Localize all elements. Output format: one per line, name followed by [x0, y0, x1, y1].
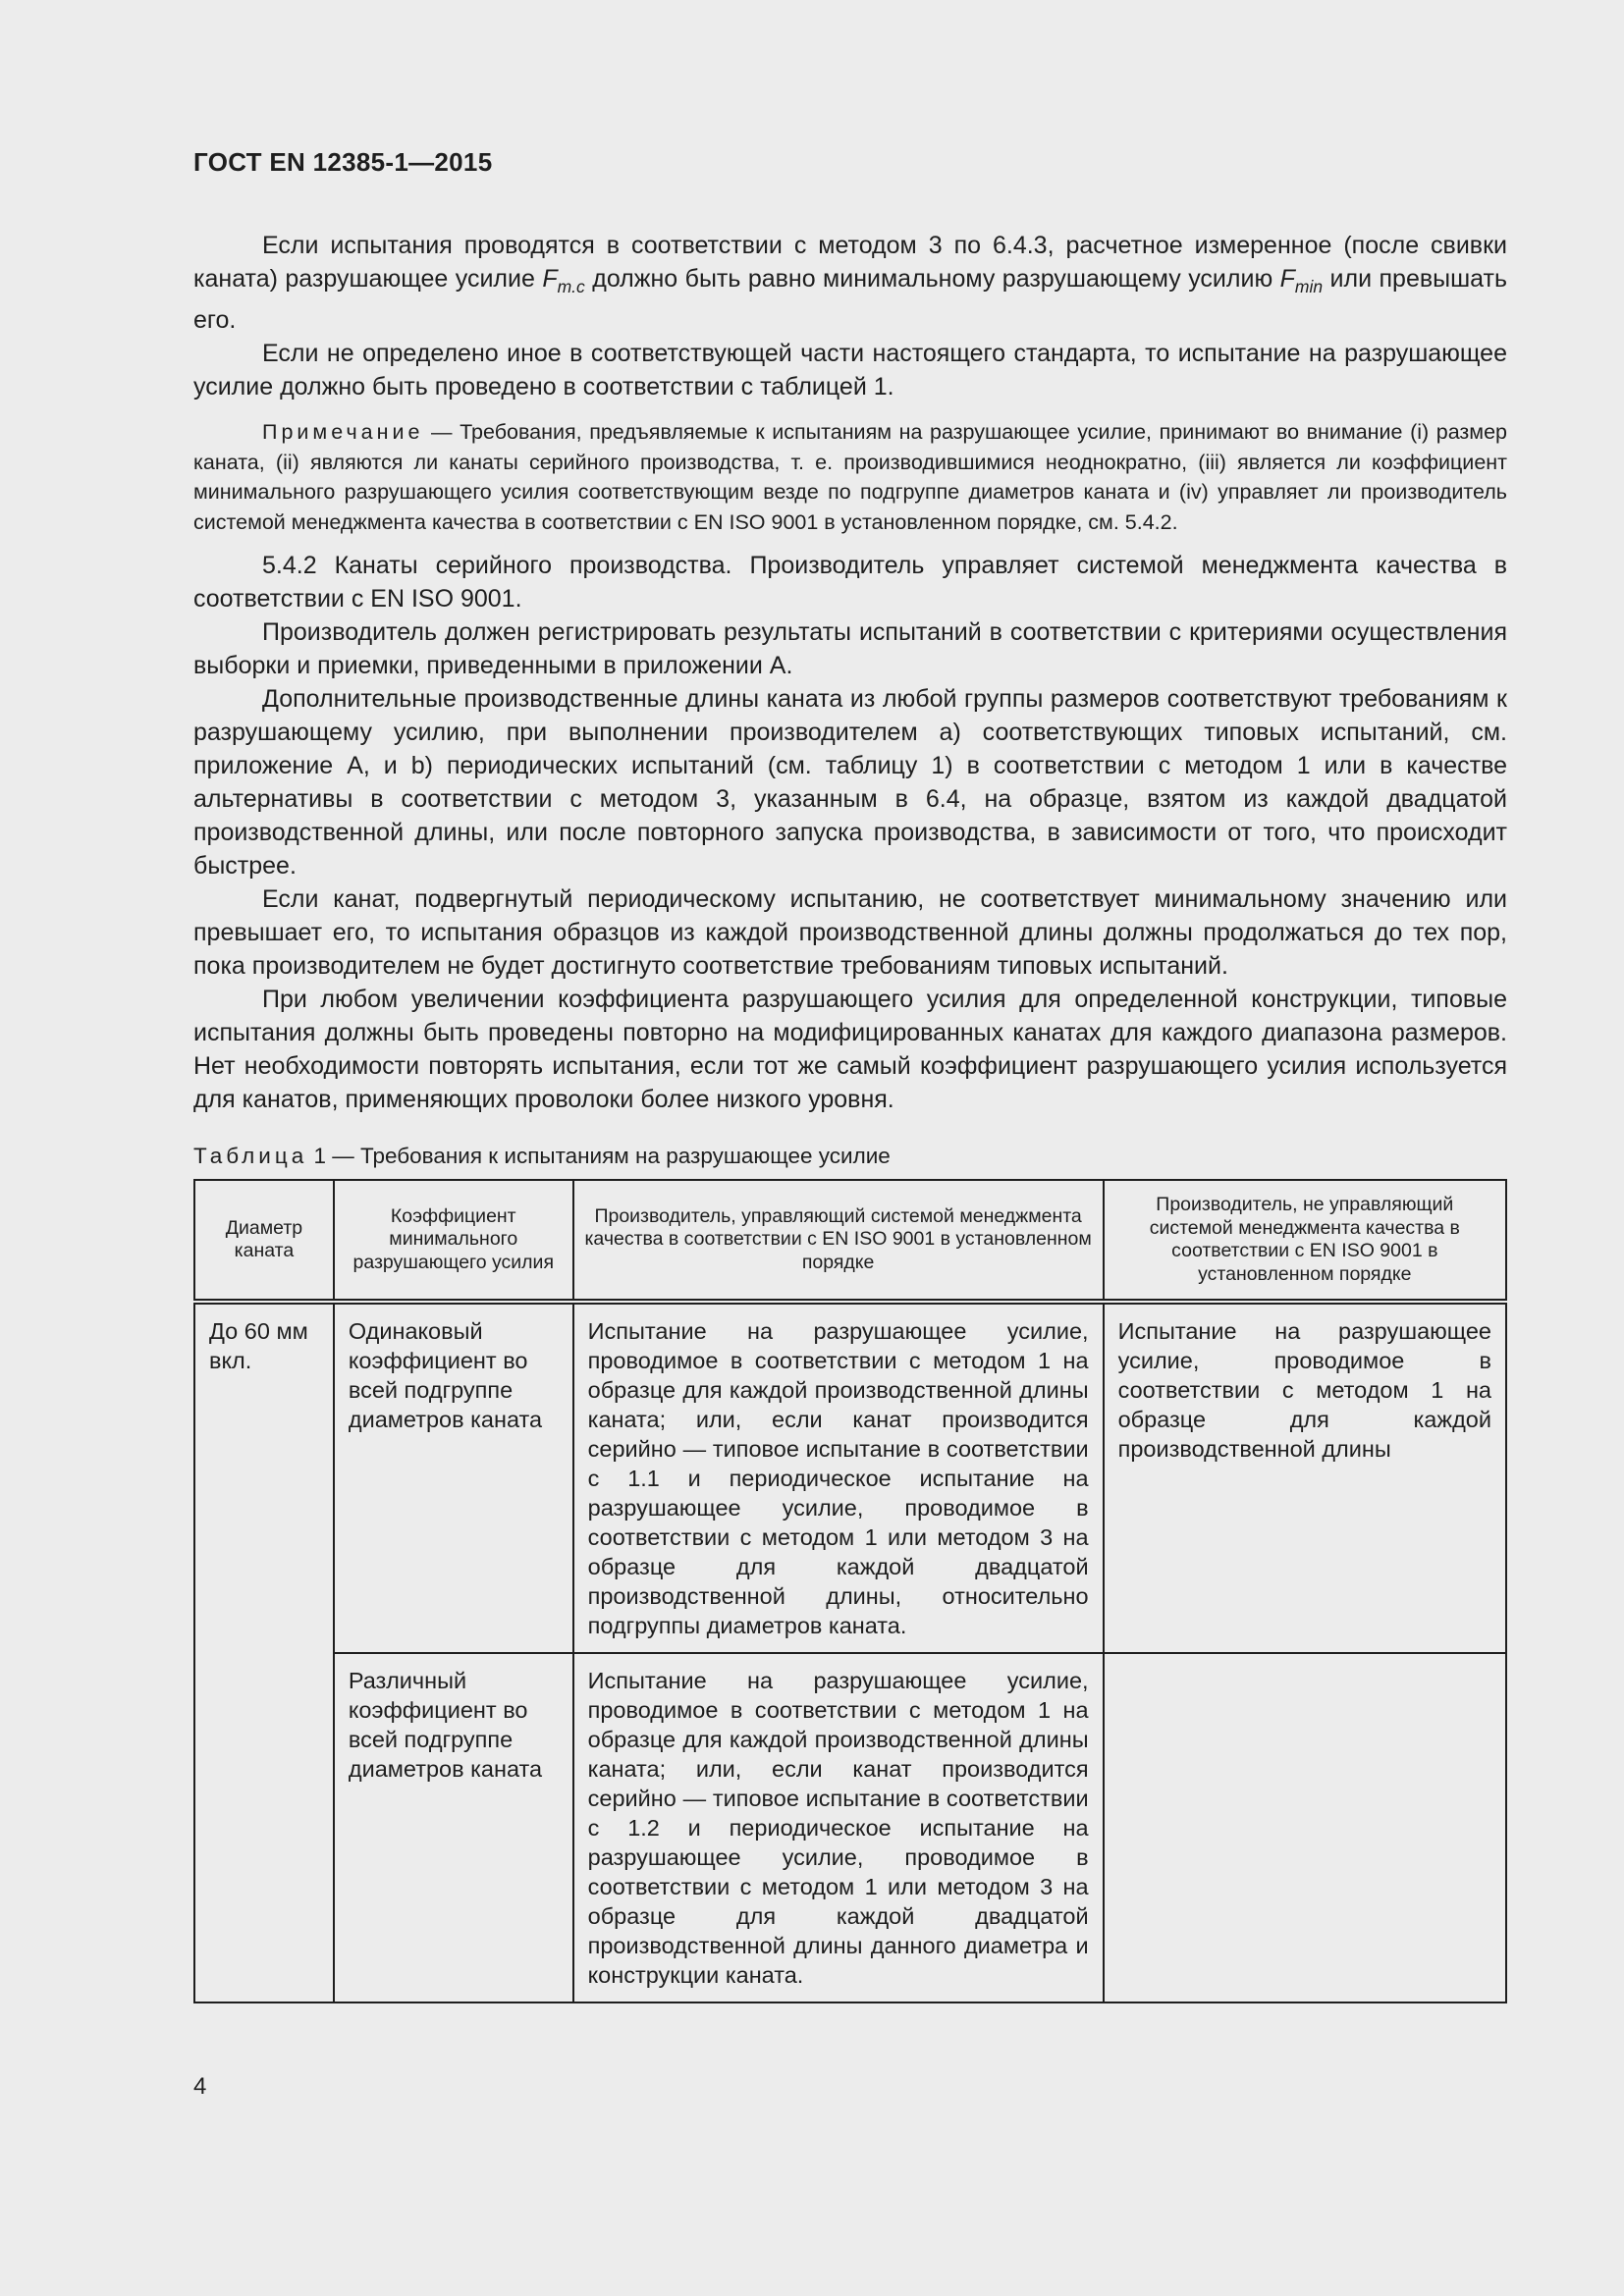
note — [193, 417, 1507, 537]
cell-diameter: До 60 мм вкл. — [194, 1302, 334, 2002]
cell-without-qms: Испытание на разрушающее усилие, проводимое в соответствии с методом 1 на образце для каждой производственной длины — [1104, 1302, 1506, 1653]
header-coefficient: Коэффициент минимального разрушающего усилия — [334, 1180, 573, 1302]
symbol-fmin: $F_{min}$ — [1279, 265, 1324, 296]
symbol-fmc: $F_{m.c}$ — [542, 265, 585, 296]
paragraph-periodic-failure: Если канат, подвергнутый периодическому испытанию, не соответствует минимальному значению или превышает его, то испытания образцов из каждой производственной длины должны продолжаться до тех пор, пока производителем не будет достигнуто соответствие требованиям типовых испытаний. — [193, 885, 1507, 980]
body-text — [193, 229, 1507, 1116]
table-row — [194, 1302, 1506, 1653]
table-header-row — [194, 1180, 1506, 1302]
paragraph-additional-lengths: Дополнительные производственные длины каната из любой группы размеров соответствуют требованиям к разрушающему усилию, при выполнении производителем a) соответствующих типовых испытаний, см. приложение А, и b) периодических испытаний (см. таблицу 1) в соответствии с методом 1 или в качестве альтернативы в соответствии с методом 3, указанным в 6.4, на образце, взятом из каждой двадцатой производственной длины, или после повторного запуска производства, в зависимости от того, что происходит быстрее. — [193, 685, 1507, 880]
paragraph-method-3: Если испытания проводятся в соответствии с методом 3 по 6.4.3, расчетное измеренное (после свивки каната) разрушающее усилие $F_{m.c}$ должно быть равно минимальному разрушающему усилию $F_{min}$ или превышать его. — [193, 232, 1507, 334]
table-caption: Таблица 1 — Требования к испытаниям на разрушающее усилие — [193, 1144, 891, 1168]
cell-with-qms: Испытание на разрушающее усилие, проводимое в соответствии с методом 1 на образце для каждой производственной длины каната; или, если канат производится серийно — типовое испытание в соответствии с 1.1 и периодическое испытание на разрушающее усилие, проводимое в соответствии с методом 1 или методом 3 на образце для каждой двадцатой производственной длины, относительно подгруппы диаметров каната. — [573, 1302, 1104, 1653]
cell-coefficient: Одинаковый коэффициент во всей подгруппе диаметров каната — [334, 1302, 573, 1653]
cell-without-qms — [1104, 1653, 1506, 2002]
table-row — [194, 1653, 1506, 2002]
document-page — [193, 147, 1507, 2003]
requirements-table — [193, 1179, 1507, 2003]
note-text: — Требования, предъявляемые к испытаниям на разрушающее усилие, принимают во внимание (i) размер каната, (ii) являются ли канаты серийного производства, т. е. производившимися неоднократно, (iii) является ли коэффициент минимального разрушающего усилия соответствующим везде по подгруппе диаметров каната и (iv) управляет ли производитель системой менеджмента качества в соответствии с EN ISO 9001 в установленном порядке, см. 5.4.2. — [193, 420, 1507, 534]
header-without-qms: Производитель, не управляющий системой менеджмента качества в соответствии с EN ISO 9001 в установленном порядке — [1104, 1180, 1506, 1302]
page-number: 4 — [193, 2073, 207, 2100]
paragraph-coefficient-increase: При любом увеличении коэффициента разрушающего усилия для определенной конструкции, типовые испытания должны быть проведены повторно на модифицированных канатах для каждого диапазона размеров. Нет необходимости повторять испытания, если тот же самый коэффициент разрушающего усилия используется для канатов, применяющих проволоки более низкого уровня. — [193, 986, 1507, 1113]
paragraph-5-4-2: 5.4.2 Канаты серийного производства. Производитель управляет системой менеджмента качества в соответствии с EN ISO 9001. — [193, 552, 1507, 613]
header-diameter: Диаметр каната — [194, 1180, 334, 1302]
paragraph-table-reference: Если не определено иное в соответствующей части настоящего стандарта, то испытание на разрушающее усилие должно быть проведено в соответствии с таблицей 1. — [193, 340, 1507, 400]
header-with-qms: Производитель, управляющий системой менеджмента качества в соответствии с EN ISO 9001 в установленном порядке — [573, 1180, 1104, 1302]
paragraph-register-results: Производитель должен регистрировать результаты испытаний в соответствии с критериями осуществления выборки и приемки, приведенными в приложении А. — [193, 618, 1507, 679]
document-title: ГОСТ EN 12385-1—2015 — [193, 147, 493, 177]
note-label: Примечание — [262, 420, 424, 444]
cell-coefficient: Различный коэффициент во всей подгруппе диаметров каната — [334, 1653, 573, 2002]
cell-with-qms: Испытание на разрушающее усилие, проводимое в соответствии с методом 1 на образце для каждой производственной длины каната; или, если канат производится серийно — типовое испытание в соответствии с 1.2 и периодическое испытание на разрушающее усилие, проводимое в соответствии с методом 1 или методом 3 на образце для каждой двадцатой производственной длины данного диаметра и конструкции каната. — [573, 1653, 1104, 2002]
